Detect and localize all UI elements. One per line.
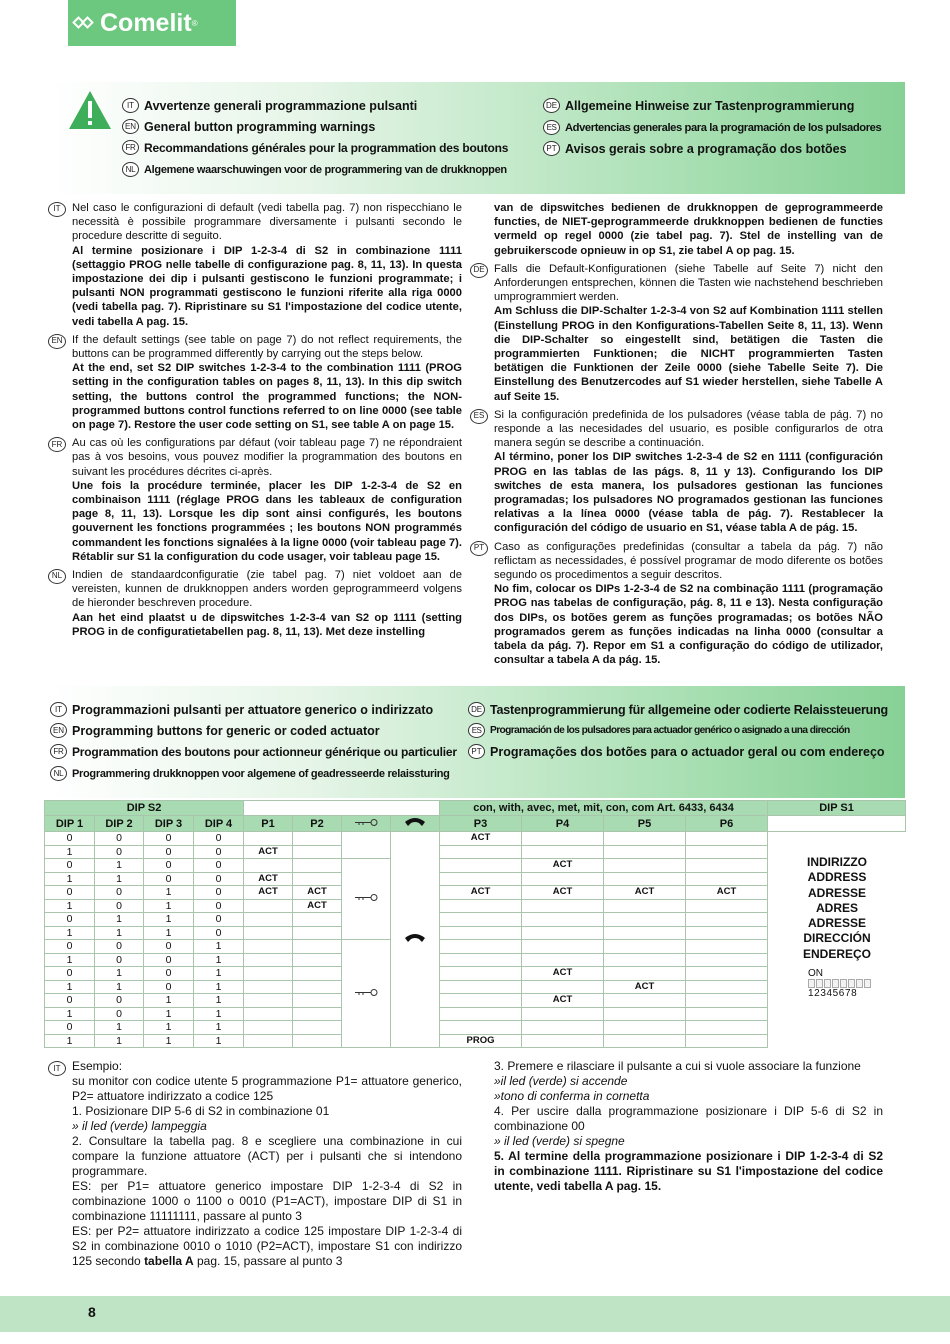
- para-es: ES Si la configuración predefinida de los pulsadores (véase tabla de pág. 7) no responde a las necesidades del usuario, es posible configurarlos de otra manera según se describe a continuación. Al término, poner los DIP switches 1-2-3-4 de S2 en 1111 (configuración PROG en las tablas de las págs. 8, 11 y 13). Configurando los DIP switches de esta manera, los pulsadores gestionan las funciones programadas; los pulsadores NO programados gestionan las funciones relativas a la línea 0000 (véase tabla de pág. 7). Restablecer la configuración del código de usuario en S1, véase tabla A de pág. 15.: [494, 408, 883, 536]
- table-cell: ACT: [244, 845, 293, 859]
- table-cell: [244, 832, 293, 846]
- table-cell: 0: [45, 859, 95, 873]
- table-row: [45, 967, 906, 981]
- table-cell: [440, 967, 522, 981]
- table-cell: [244, 1007, 293, 1021]
- table-cell: 1: [45, 899, 95, 913]
- key-cell: [342, 832, 391, 859]
- table-cell: 0: [45, 832, 95, 846]
- table-row: [45, 994, 906, 1008]
- key-icon: [353, 818, 379, 827]
- heading2-pt: PT Programações dos botões para o actuador geral ou com endereço: [468, 744, 885, 759]
- example-left: IT Esempio: su monitor con codice utente 5 programmazione P1= attuatore generico, P2= attuatore indirizzato a codice 125 1. Posizionare DIP 5-6 di S2 in combinazione 01 » il led (verde) lampeggia 2. Consultare la tabella pag. 8 e scegliere una combinazione in cui compare la funzione attuatore (ACT) per i pulsanti che si intendono programmare. ES: per P1= attuatore generico impostare DIP 1-2-3-4 di S2 in combinazione 1000 o 1100 o 0010 (P1=ACT), impostare DIP di S1 in combinazione 11111111, passare al punto 3 ES: per P2= attuatore indirizzato a codice 125 impostare DIP 1-2-3-4 di S2 in combinazione 0010 o 1010 (P2=ACT), impostare S1 con indirizzo 125 secondo tabella A pag. 15, passare al punto 3: [72, 1059, 462, 1269]
- table-cell: 0: [95, 953, 144, 967]
- table-cell: [440, 872, 522, 886]
- table-cell: ACT: [440, 886, 522, 900]
- table-cell: [604, 832, 686, 846]
- col-p1: P1: [244, 816, 293, 832]
- table-cell: 0: [45, 1021, 95, 1035]
- table-cell: [686, 859, 768, 873]
- table-cell: [522, 913, 604, 927]
- table-cell: [293, 980, 342, 994]
- table-cell: [522, 1007, 604, 1021]
- table-cell: 0: [144, 845, 194, 859]
- key-cell: [342, 940, 391, 1048]
- table-cell: ACT: [293, 899, 342, 913]
- table-row: [45, 1021, 906, 1035]
- table-cell: ACT: [604, 980, 686, 994]
- table-cell: [604, 872, 686, 886]
- table-cell: 0: [144, 980, 194, 994]
- heading-de: DE Allgemeine Hinweise zur Tastenprogrammierung: [543, 98, 854, 113]
- table-cell: 1: [194, 980, 244, 994]
- col-dip3: DIP 3: [144, 816, 194, 832]
- example-right: 3. Premere e rilasciare il pulsante a cui si vuole associare la funzione »il led (verde) si accende »tono di conferma in cornetta 4. Per uscire dalla programmazione posizionare i DIP 5-6 di S2 in combinazione 00 » il led (verde) si spegne 5. Al termine della programmazione posizionare i DIP 1-2-3-4 di S2 in combinazione 1111. Ripristinare su S1 l'impostazione del codice utente, vedi tabella A pag. 15.: [494, 1059, 883, 1193]
- logo-text: Comelit: [100, 8, 192, 37]
- table-cell: 0: [45, 886, 95, 900]
- table-cell: 1: [144, 913, 194, 927]
- table-cell: 1: [194, 1034, 244, 1048]
- table-cell: [686, 940, 768, 954]
- table-cell: [522, 980, 604, 994]
- table-cell: 1: [95, 967, 144, 981]
- table-cell: [522, 872, 604, 886]
- heading2-fr: FR Programmation des boutons pour actionneur générique ou particulier: [50, 744, 457, 759]
- table-cell: PROG: [440, 1034, 522, 1048]
- table-cell: ACT: [522, 859, 604, 873]
- table-cell: [604, 926, 686, 940]
- table-cell: ACT: [522, 967, 604, 981]
- table-cell: 0: [144, 967, 194, 981]
- heading-it: IT Avvertenze generali programmazione pulsanti: [122, 98, 417, 113]
- table-row: [45, 980, 906, 994]
- table-cell: [686, 967, 768, 981]
- table-cell: ACT: [440, 832, 522, 846]
- table-cell: 1: [45, 872, 95, 886]
- table-cell: 0: [144, 872, 194, 886]
- table-cell: [604, 953, 686, 967]
- table-cell: [522, 926, 604, 940]
- table-cell: ACT: [522, 886, 604, 900]
- table-cell: [293, 859, 342, 873]
- table-cell: [686, 913, 768, 927]
- table-cell: [440, 845, 522, 859]
- table-cell: 0: [194, 859, 244, 873]
- table-cell: 0: [45, 913, 95, 927]
- table-cell: 1: [194, 994, 244, 1008]
- table-cell: 1: [144, 926, 194, 940]
- para-en: EN If the default settings (see table on page 7) do not reflect requirements, the buttons can be programmed differently by carrying out the steps below. At the end, set S2 DIP switches 1-2-3-4 to the combination 1111 (PROG setting in the configuration tables on pages 8, 11, 13). In this dip switch setting, the buttons control the programmed functions; the NON-programmed buttons control functions referred to on line 0000 (see table on page 7). Restore the user code setting on S1, see table A on page 15.: [72, 333, 462, 432]
- heading-en: EN General button programming warnings: [122, 119, 375, 134]
- table-cell: 1: [95, 926, 144, 940]
- table-cell: [440, 899, 522, 913]
- table-cell: [686, 832, 768, 846]
- table-cell: 1: [144, 1007, 194, 1021]
- table-cell: 0: [95, 899, 144, 913]
- table-cell: 0: [95, 940, 144, 954]
- table-cell: 0: [45, 967, 95, 981]
- table-cell: [686, 1007, 768, 1021]
- table-cell: 0: [144, 832, 194, 846]
- table-cell: [522, 899, 604, 913]
- table-cell: [440, 1007, 522, 1021]
- col-p6: P6: [686, 816, 768, 832]
- table-cell: 1: [194, 953, 244, 967]
- heading2-en: EN Programming buttons for generic or coded actuator: [50, 723, 380, 738]
- col-handset: [391, 816, 440, 832]
- table-cell: [686, 872, 768, 886]
- table-cell: [244, 1034, 293, 1048]
- left-column: [51, 201, 462, 643]
- table-cell: 1: [95, 980, 144, 994]
- table-cell: [686, 899, 768, 913]
- dip-s1-header: DIP S1: [768, 801, 906, 816]
- table-cell: [604, 940, 686, 954]
- table-cell: [293, 967, 342, 981]
- comelit-logo: [68, 0, 236, 46]
- para-pt: PT Caso as configurações predefinidas (consultar a tabela da pág. 7) não reflictam as necessidades, é possível programar de modo diferente os botões segundo os procedimentos a seguir descritos. No fim, colocar os DIPs 1-2-3-4 de S2 na combinação 1111 (programação PROG nas tabelas de configuração, pág. 8, 11 e 13). Nesta configuração dos DIPs, os botões gerem as funções programadas; os botões NÃO programados gerem as funções indicadas na linha 0000 (consultar a tabela da pág. 7). Repor em S1 a configuração do código de utilizador, consultar a tabela A da pág. 15.: [494, 540, 883, 668]
- table-cell: 1: [45, 1007, 95, 1021]
- warning-triangle-icon: [68, 90, 112, 130]
- table-cell: 1: [95, 1021, 144, 1035]
- table-cell: 1: [144, 886, 194, 900]
- heading2-it: IT Programmazioni pulsanti per attuatore generico o indirizzato: [50, 702, 433, 717]
- table-cell: [293, 1034, 342, 1048]
- table-cell: [522, 953, 604, 967]
- col-dip1: DIP 1: [45, 816, 95, 832]
- col-dip2: DIP 2: [95, 816, 144, 832]
- table-cell: [440, 926, 522, 940]
- col-p2: P2: [293, 816, 342, 832]
- table-cell: [604, 913, 686, 927]
- table-cell: 0: [45, 940, 95, 954]
- heading-pt: PT Avisos gerais sobre a programação dos botões: [543, 141, 847, 156]
- key-cell: [342, 859, 391, 940]
- table-cell: [440, 940, 522, 954]
- table-cell: [604, 1034, 686, 1048]
- table-row: [45, 832, 906, 846]
- table-cell: [522, 1021, 604, 1035]
- table-cell: 0: [95, 886, 144, 900]
- table-cell: [604, 899, 686, 913]
- table-cell: 1: [95, 859, 144, 873]
- table-cell: 0: [194, 926, 244, 940]
- heading2-de: DE Tastenprogrammierung für allgemeine oder codierte Relaissteuerung: [468, 702, 888, 717]
- table-cell: 1: [194, 1021, 244, 1035]
- para-fr: FR Au cas où les configurations par défaut (voir tableau page 7) ne répondraient pas à vos besoins, vous pouvez modifier la programmation des boutons en suivant les procédures décrites ci-après. Une fois la procédure terminée, placer les DIP 1-2-3-4 de S2 en combinaison 1111 (réglage PROG dans les tableaux de configuration page 8, 11, 13). Lorsque les dip sont ainsi configurés, les boutons gouvernent les fonctions programmées ; les boutons NON programmés commandent les fonctions signalées à la ligne 0000 (voir tableau page 7). Rétablir sur S1 la configuration du code usager, voir tableau page 15.: [72, 436, 462, 564]
- table-cell: 0: [95, 832, 144, 846]
- table-cell: 0: [95, 994, 144, 1008]
- table-cell: [604, 1007, 686, 1021]
- col-key: [342, 816, 391, 832]
- table-cell: [244, 913, 293, 927]
- col-p5: P5: [604, 816, 686, 832]
- table-cell: ACT: [293, 886, 342, 900]
- key-icon: [353, 988, 379, 997]
- table-row: [45, 1034, 906, 1048]
- col-p4: P4: [522, 816, 604, 832]
- para-nl-cont: van de dipswitches bedienen de drukknoppen de geprogrammeerde functies, de NIET-geprogrammeerde drukknoppen bedienen de functies vermeld op regel 0000 (zie tabel pag. 7). Stel de instelling van de gebruikerscode opnieuw in op S1, zie tabel A op pag. 15.: [494, 202, 883, 257]
- table-cell: 1: [45, 1034, 95, 1048]
- table-cell: ACT: [522, 994, 604, 1008]
- registered-mark: ®: [191, 18, 198, 28]
- table-cell: [686, 1034, 768, 1048]
- table-cell: [686, 980, 768, 994]
- right-column: [473, 201, 883, 672]
- table-cell: [244, 980, 293, 994]
- page-number: 8: [88, 1304, 96, 1320]
- table-cell: [522, 845, 604, 859]
- table-cell: 1: [95, 913, 144, 927]
- table-cell: [522, 940, 604, 954]
- table-cell: [686, 953, 768, 967]
- table-cell: 0: [194, 886, 244, 900]
- table-cell: [440, 953, 522, 967]
- table-cell: [244, 940, 293, 954]
- table-cell: 0: [144, 859, 194, 873]
- key-icon: [353, 893, 379, 902]
- table-cell: [522, 1034, 604, 1048]
- table-cell: [440, 980, 522, 994]
- table-cell: [686, 926, 768, 940]
- table-cell: 0: [194, 913, 244, 927]
- table-cell: [244, 967, 293, 981]
- table-cell: [244, 859, 293, 873]
- table-cell: [604, 994, 686, 1008]
- table-cell: [293, 872, 342, 886]
- table-cell: [604, 1021, 686, 1035]
- para-de: DE Falls die Default-Konfigurationen (siehe Tabelle auf Seite 7) nicht den Anforderungen entsprechen, können die Tasten wie nachstehend beschrieben umprogrammiert werden. Am Schluss die DIP-Schalter 1-2-3-4 von S2 auf Kombination 1111 stellen (Einstellung PROG in den Konfigurations-Tabellen Seite 8, 11, 13). Wenn die DIP-Schalter so eingestellt sind, betätigen die Tasten die programmierten Funktionen; die NICHT programmierten Tasten betätigen die Funktionen der Zeile 0000 (siehe Tabelle Seite 7). Die Einstellung des Benutzercodes auf S1 wieder herstellen, siehe Tabelle A auf Seite 15.: [494, 262, 883, 404]
- heading-nl: NL Algemene waarschuwingen voor de programmering van de drukknoppen: [122, 162, 507, 177]
- heading2-es: ES Programación de los pulsadores para actuador genérico o asignado a una dirección: [468, 723, 850, 738]
- table-cell: ACT: [244, 886, 293, 900]
- table-cell: [440, 1021, 522, 1035]
- table-cell: [293, 1021, 342, 1035]
- table-cell: 1: [95, 1034, 144, 1048]
- table-cell: 0: [144, 940, 194, 954]
- table-cell: [293, 940, 342, 954]
- footer-bar: [0, 1296, 950, 1332]
- heading2-nl: NL Programmering drukknoppen voor algemene of geadresseerde relaissturing: [50, 766, 450, 781]
- table-cell: 1: [194, 1007, 244, 1021]
- s1-address-list: INDIRIZZO ADDRESS ADRESSE ADRES ADRESSE DIRECCIÓN ENDEREÇO: [802, 855, 871, 961]
- handset-cell: [391, 832, 440, 1048]
- s1-cell: [768, 816, 906, 832]
- table-cell: [604, 859, 686, 873]
- table-cell: 1: [194, 940, 244, 954]
- para-nl: NL Indien de standaardconfiguratie (zie tabel pag. 7) niet voldoet aan de vereisten, kunnen de drukknoppen anders worden geprogrammeerd volgens de hieronder beschreven procedure. Aan het eind plaatst u de dipswitches 1-2-3-4 van S2 op 1111 (setting PROG in de configuratietabellen pag. 8, 11, 13). Met deze instelling: [72, 568, 462, 639]
- table-cell: [244, 994, 293, 1008]
- table-cell: [440, 859, 522, 873]
- dip-s2-header: DIP S2: [45, 801, 244, 816]
- table-cell: 0: [194, 845, 244, 859]
- heading-es: ES Advertencias generales para la programación de los pulsadores: [543, 120, 881, 135]
- table-cell: [686, 845, 768, 859]
- table-cell: 1: [95, 872, 144, 886]
- table-cell: 1: [45, 953, 95, 967]
- dip-switch-s1: ON 12345678: [808, 968, 872, 999]
- table-cell: 1: [144, 1034, 194, 1048]
- table-cell: ACT: [244, 872, 293, 886]
- table-cell: [293, 926, 342, 940]
- table-cell: [244, 953, 293, 967]
- table-cell: [244, 899, 293, 913]
- col-p3: P3: [440, 816, 522, 832]
- para-it: IT Nel caso le configurazioni di default (vedi tabella pag. 7) non rispecchiano le necessità è possibile programmare diversamente i pulsanti secondo le procedure descritte di seguito. Al termine posizionare i DIP 1-2-3-4 di S2 in combinazione 1111 (settaggio PROG nelle tabelle di configurazione pag. 8, 11, 13). In questa impostazione dei dip i pulsanti gestiscono le funzioni programmate; i pulsanti NON programmati gestiscono le funzioni riferite alla riga 0000 (vedi tabella pag. 7). Ripristinare su S1 l'impostazione del codice utente, vedi tabella A pag. 15.: [72, 201, 462, 329]
- table-cell: [293, 1007, 342, 1021]
- table-cell: 1: [45, 845, 95, 859]
- heading-fr: FR Recommandations générales pour la programmation des boutons: [122, 140, 508, 155]
- table-cell: [293, 953, 342, 967]
- table-cell: [522, 832, 604, 846]
- table-cell: 1: [144, 1021, 194, 1035]
- table-cell: 1: [144, 899, 194, 913]
- table-cell: [244, 1021, 293, 1035]
- handset-icon: [404, 932, 426, 944]
- table-cell: [686, 1021, 768, 1035]
- table-cell: 1: [194, 967, 244, 981]
- col-dip4: DIP 4: [194, 816, 244, 832]
- table-cell: 0: [194, 899, 244, 913]
- table-row: [45, 1007, 906, 1021]
- table-cell: [440, 913, 522, 927]
- table-cell: 1: [144, 994, 194, 1008]
- table-cell: 1: [45, 980, 95, 994]
- handset-icon: [404, 816, 426, 828]
- table-cell: 0: [95, 845, 144, 859]
- table-cell: [293, 994, 342, 1008]
- table-cell: [293, 832, 342, 846]
- table-cell: 0: [95, 1007, 144, 1021]
- table-cell: [440, 994, 522, 1008]
- table-cell: 0: [144, 953, 194, 967]
- table-cell: [293, 845, 342, 859]
- art-header: con, with, avec, met, mit, con, com Art. 6433, 6434: [440, 801, 768, 816]
- table-cell: 0: [194, 872, 244, 886]
- table-cell: 0: [45, 994, 95, 1008]
- table-cell: [604, 845, 686, 859]
- table-cell: 0: [194, 832, 244, 846]
- table-cell: ACT: [604, 886, 686, 900]
- table-cell: ACT: [686, 886, 768, 900]
- table-cell: 1: [45, 926, 95, 940]
- table-cell: [244, 926, 293, 940]
- table-cell: [604, 967, 686, 981]
- comelit-logo-icon: [74, 12, 96, 34]
- table-cell: [293, 913, 342, 927]
- table-cell: [686, 994, 768, 1008]
